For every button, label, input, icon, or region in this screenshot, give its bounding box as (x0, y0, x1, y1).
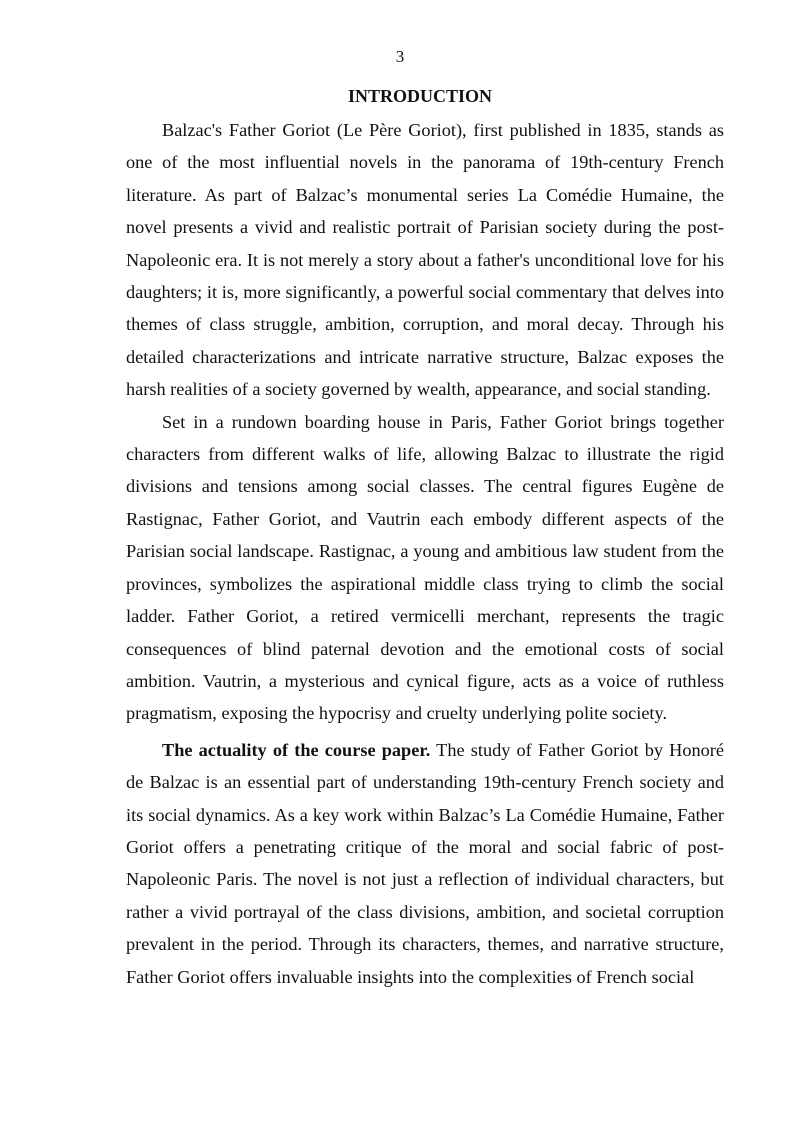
body-text (126, 114, 724, 993)
paragraph-2 (126, 406, 724, 730)
paragraph-3-text: The study of Father Goriot by Honoré de Balzac is an essential part of understanding 19th-century French society and its social dynamics. As a key work within Balzac’s La Comédie Humaine, Father Goriot offers a penetrating critique of the moral and social fabric of post-Napoleonic Paris. The novel is not just a reflection of individual characters, but rather a vivid portrayal of the class divisions, ambition, and societal corruption prevalent in the period. Through its characters, themes, and narrative structure, Father Goriot offers invaluable insights into the complexities of French social (126, 739, 724, 987)
paragraph-2-text: Set in a rundown boarding house in Paris, Father Goriot brings together characters from different walks of life, allowing Balzac to illustrate the rigid divisions and tensions among social classes. The central figures Eugène de Rastignac, Father Goriot, and Vautrin each embody different aspects of the Parisian social landscape. Rastignac, a young and ambitious law student from the provinces, symbolizes the aspirational middle class trying to climb the social ladder. Father Goriot, a retired vermicelli merchant, represents the tragic consequences of blind paternal devotion and the emotional costs of social ambition. Vautrin, a mysterious and cynical figure, acts as a voice of ruthless pragmatism, exposing the hypocrisy and cruelty underlying polite society. (126, 411, 724, 724)
section-heading: INTRODUCTION (347, 86, 493, 106)
paragraph-3 (126, 734, 724, 993)
paragraph-1 (126, 114, 724, 406)
paragraph-1-text: Balzac's Father Goriot (Le Père Goriot), first published in 1835, stands as one of the most influential novels in the panorama of 19th-century French literature. As part of Balzac’s monumental series La Comédie Humaine, the novel presents a vivid and realistic portrait of Parisian society during the post-Napoleonic era. It is not merely a story about a father's unconditional love for his daughters; it is, more significantly, a powerful social commentary that delves into themes of class struggle, ambition, corruption, and moral decay. Through his detailed characterizations and intricate narrative structure, Balzac exposes the harsh realities of a society governed by wealth, appearance, and social standing. (126, 120, 724, 400)
paragraph-3-lead: The actuality of the course paper. (162, 739, 431, 760)
page-number: 3 (395, 47, 405, 66)
